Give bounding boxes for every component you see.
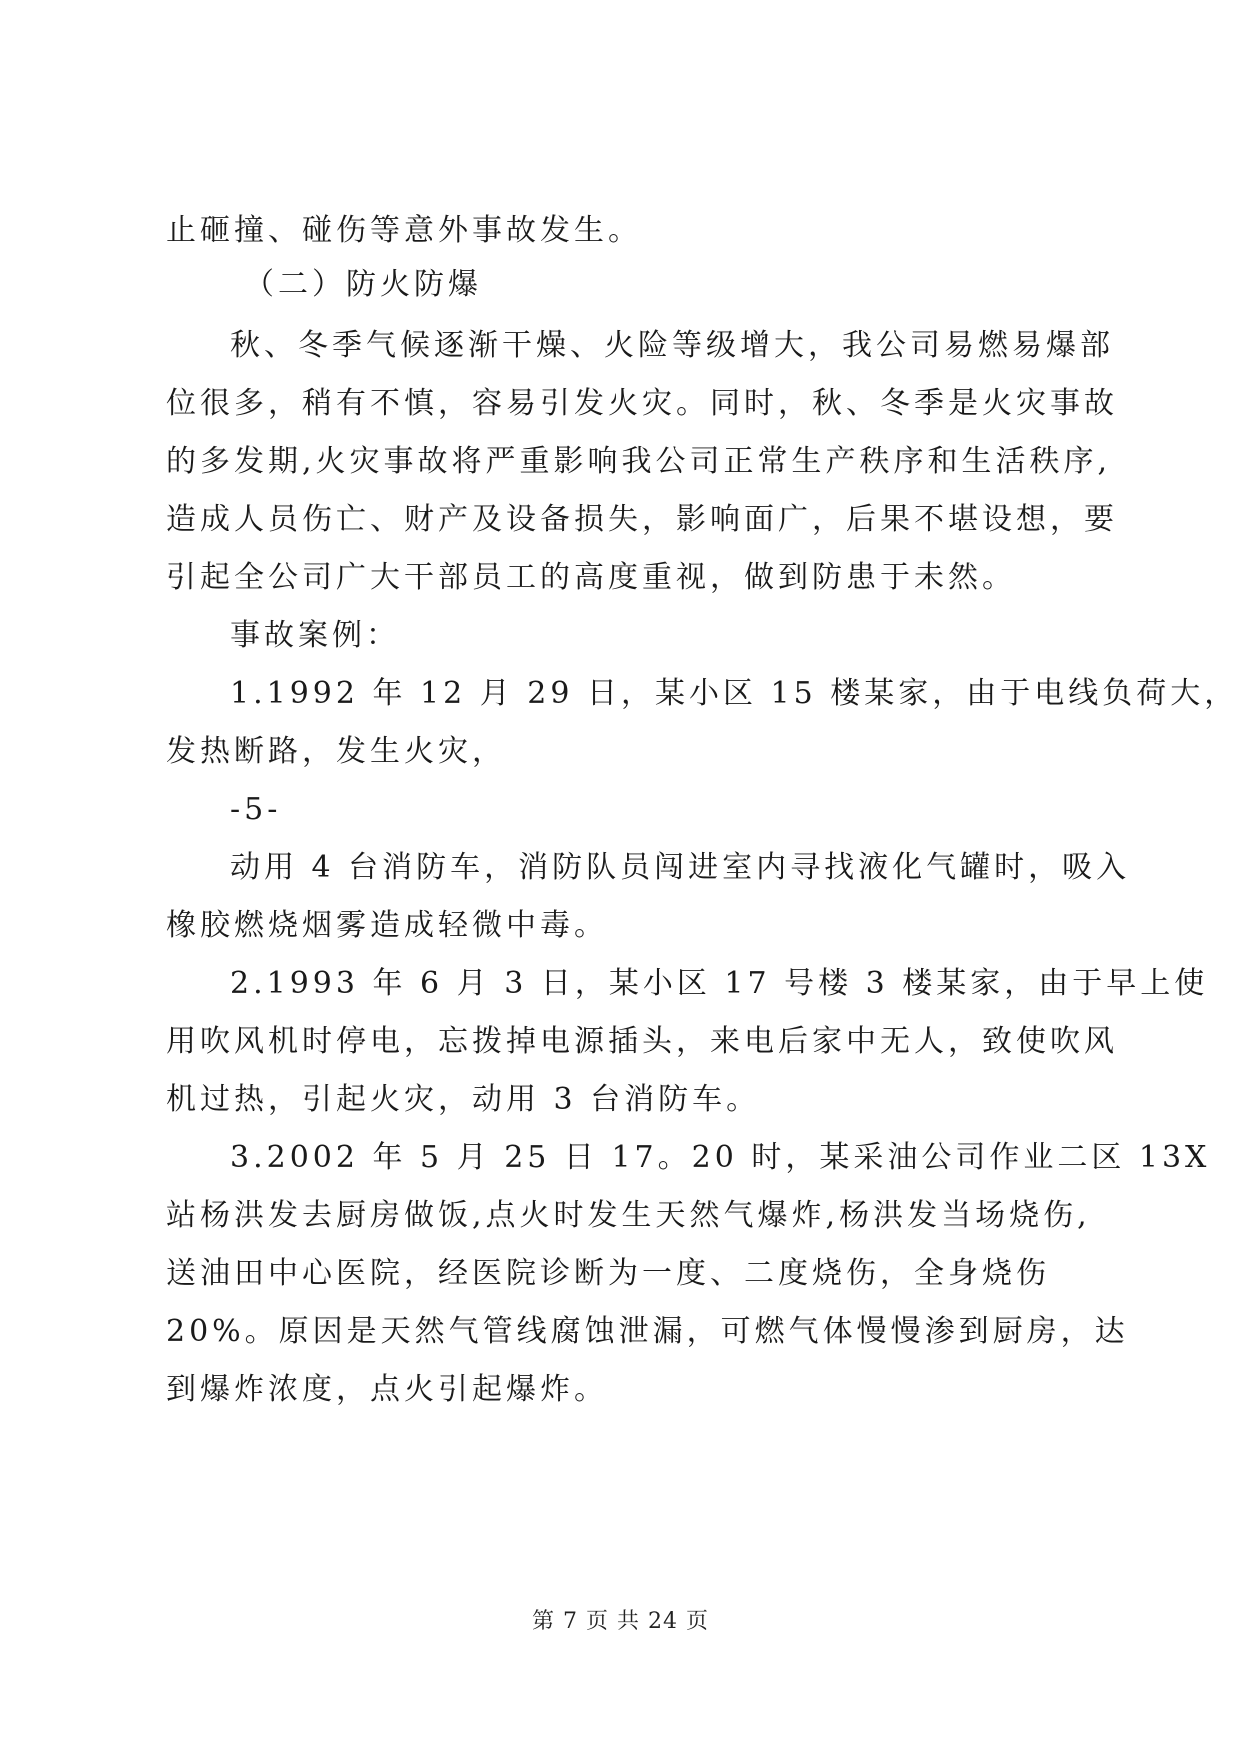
text-line: 秋、冬季气候逐渐干燥、火险等级增大，我公司易燃易爆部: [230, 328, 1114, 363]
text-line: 机过热，引起火灾，动用 3 台消防车。: [166, 1082, 761, 1117]
text-line: 20%。原因是天然气管线腐蚀泄漏，可燃气体慢慢渗到厨房，达: [166, 1314, 1129, 1349]
text-line: 动用 4 台消防车，消防队员闯进室内寻找液化气罐时，吸入: [230, 850, 1131, 885]
text-line: 橡胶燃烧烟雾造成轻微中毒。: [166, 908, 608, 943]
text-line: 2.1993 年 6 月 3 日，某小区 17 号楼 3 楼某家，由于早上使: [230, 966, 1209, 1001]
text-line: 站杨洪发去厨房做饭,点火时发生天然气爆炸,杨洪发当场烧伤,: [166, 1198, 1091, 1233]
subheading: 事故案例：: [230, 618, 400, 653]
text-line: 1.1992 年 12 月 29 日，某小区 15 楼某家，由于电线负荷大，: [230, 676, 1239, 711]
text-line: 止砸撞、碰伤等意外事故发生。: [166, 213, 642, 248]
text-line: 造成人员伤亡、财产及设备损失，影响面广，后果不堪设想，要: [166, 502, 1118, 537]
text-line: 位很多，稍有不慎，容易引发火灾。同时，秋、冬季是火灾事故: [166, 386, 1118, 421]
text-line: 到爆炸浓度，点火引起爆炸。: [166, 1372, 608, 1407]
inline-page-marker: -5-: [230, 792, 282, 827]
text-line: 引起全公司广大干部员工的高度重视，做到防患于未然。: [166, 560, 1016, 595]
text-line: 送油田中心医院，经医院诊断为一度、二度烧伤，全身烧伤: [166, 1256, 1050, 1291]
section-heading: （二）防火防爆: [244, 267, 482, 302]
text-line: 用吹风机时停电，忘拨掉电源插头，来电后家中无人，致使吹风: [166, 1024, 1118, 1059]
text-line: 发热断路，发生火灾，: [166, 734, 506, 769]
text-line: 的多发期,火灾事故将严重影响我公司正常生产秩序和生活秩序,: [166, 444, 1112, 479]
text-line: 3.2002 年 5 月 25 日 17。20 时，某采油公司作业二区 13X: [230, 1140, 1211, 1175]
page-footer: 第 7 页 共 24 页: [532, 1609, 709, 1634]
